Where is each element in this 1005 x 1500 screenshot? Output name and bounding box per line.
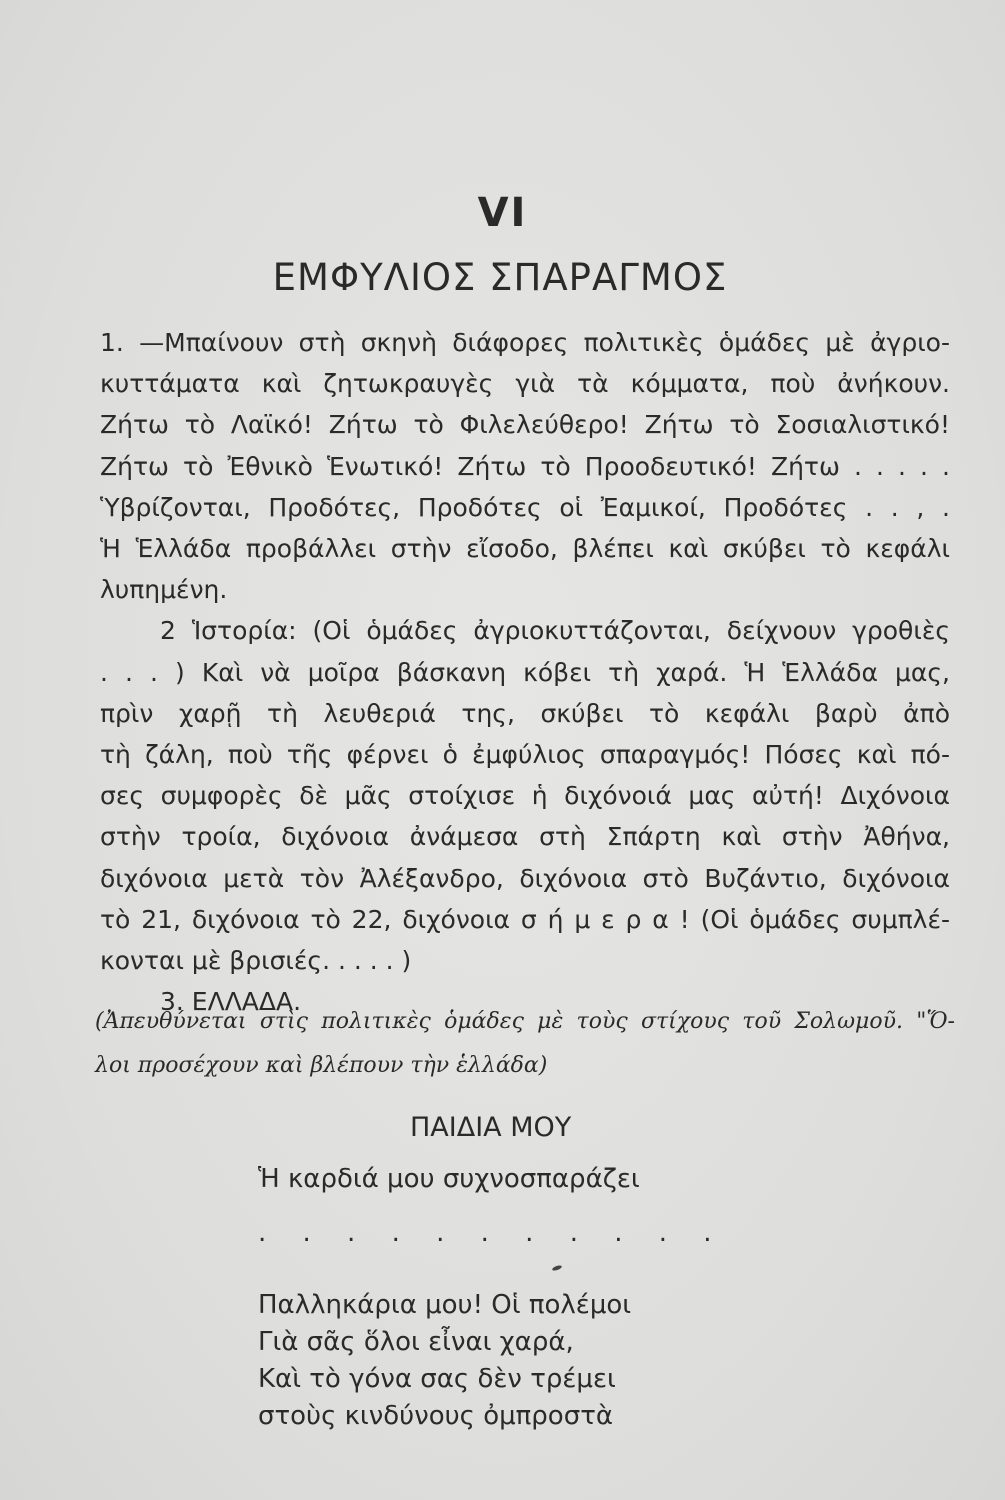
stage-direction-line: λοι προσέχουν καὶ βλέπουν τὴν ἑλλάδα) bbox=[95, 1053, 548, 1078]
body-text bbox=[100, 322, 950, 1022]
stage-direction-line: (Ἀπευθύνεται στὶς πολιτικὲς ὁμάδες μὲ τοὺς στίχους τοῦ Σολωμοῦ. "Ὅ- bbox=[95, 1009, 955, 1034]
text-line: τὴ ζάλη, ποὺ τῆς φέρνει ὁ ἐμφύλιος σπαραγμός! Πόσες καὶ πό- bbox=[100, 740, 950, 770]
text-line: λυπημένη. bbox=[100, 575, 228, 605]
text-line: Ζήτω τὸ Λαϊκό! Ζήτω τὸ Φιλελεύθερο! Ζήτω τὸ Σοσιαλιστικό! bbox=[100, 410, 950, 440]
song-first-line: Ἡ καρδιά μου συχνοσπαράζει bbox=[258, 1164, 640, 1194]
text-line: τὸ 21, διχόνοια τὸ 22, διχόνοια σ ή μ ε ρ α ! (Οἱ ὁμάδες συμπλέ- bbox=[100, 904, 950, 934]
verse-line: Γιὰ σᾶς ὅλοι εἶναι χαρά, bbox=[258, 1327, 574, 1357]
text-line: κονται μὲ βρισιές. . . . . ) bbox=[100, 946, 412, 976]
text-line: Ὑβρίζονται, Προδότες, Προδότες οἱ Ἐαμικοί, Προδότες . . , . bbox=[100, 492, 950, 522]
text-line: 3. ΕΛΛΑΔΑ. bbox=[160, 987, 302, 1017]
chapter-title: ΕΜΦΥΛΙΟΣ ΣΠΑΡΑΓΜΟΣ bbox=[272, 256, 728, 299]
text-line: διχόνοια μετὰ τὸν Ἀλέξανδρο, διχόνοια στὸ Βυζάντιο, διχόνοια bbox=[100, 863, 950, 893]
stage-direction bbox=[95, 1000, 955, 1088]
ink-mark bbox=[552, 1264, 563, 1271]
text-line: κυττάματα καὶ ζητωκραυγὲς γιὰ τὰ κόμματα, ποὺ ἀνήκουν. bbox=[100, 369, 950, 399]
verse-line: στοὺς κινδύνους ὀμπροστὰ bbox=[258, 1401, 613, 1431]
verse-line: Παλληκάρια μου! Οἱ πολέμοι bbox=[258, 1290, 632, 1320]
verse-line: Καὶ τὸ γόνα σας δὲν τρέμει bbox=[258, 1364, 616, 1394]
text-line: στὴν τροία, διχόνοια ἀνάμεσα στὴ Σπάρτη καὶ στὴν Ἀθήνα, bbox=[100, 822, 950, 852]
ellipsis-dots: . . . . . . . . . . . bbox=[258, 1218, 726, 1248]
text-line: Ἡ Ἑλλάδα προβάλλει στὴν εἴσοδο, βλέπει καὶ σκύβει τὸ κεφάλι bbox=[100, 534, 950, 564]
text-line: 1. —Μπαίνουν στὴ σκηνὴ διάφορες πολιτικὲς ὁμάδες μὲ ἀγριο- bbox=[100, 328, 950, 357]
text-line: . . . ) Καὶ νὰ μοῖρα βάσκανη κόβει τὴ χαρά. Ἡ Ἑλλάδα μας, bbox=[100, 657, 950, 687]
text-line: σες συμφορὲς δὲ μᾶς στοίχισε ἡ διχόνοιά μας αὐτή! Διχόνοια bbox=[100, 781, 950, 811]
chapter-number: VI bbox=[477, 190, 528, 236]
song-title: ΠΑΙΔΙΑ ΜΟΥ bbox=[410, 1112, 572, 1143]
text-line: πρὶν χαρῇ τὴ λευθεριά της, σκύβει τὸ κεφάλι βαρὺ ἀπὸ bbox=[100, 698, 950, 728]
text-line: 2 Ἱστορία: (Οἱ ὁμάδες ἀγριοκυττάζονται, δείχνουν γροθιὲς bbox=[160, 616, 950, 646]
text-line: Ζήτω τὸ Ἐθνικὸ Ἑνωτικό! Ζήτω τὸ Προοδευτικό! Ζήτω . . . . . bbox=[100, 451, 950, 481]
